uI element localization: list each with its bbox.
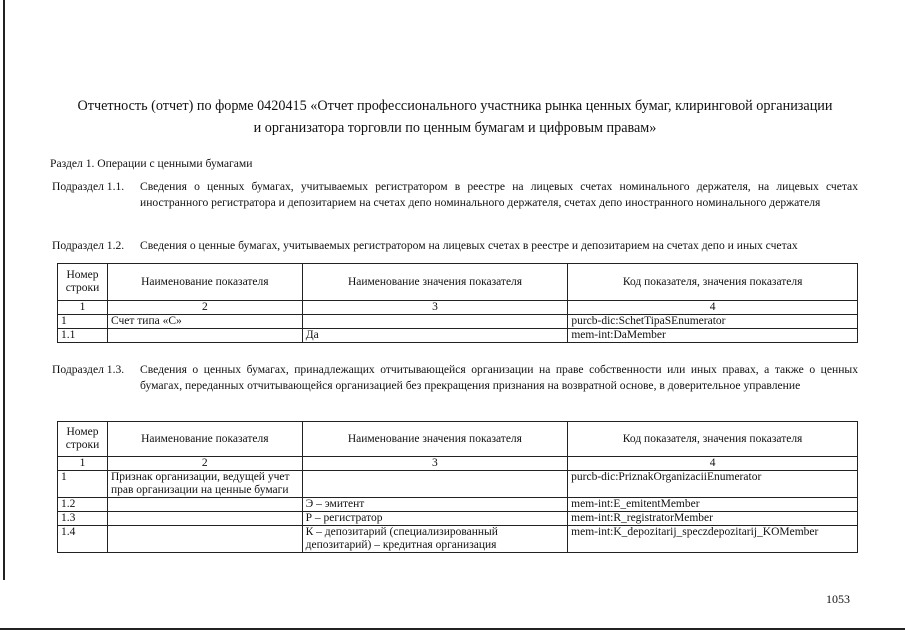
subsection-1-2-text: Сведения о ценные бумагах, учитываемых регистратором на лицевых счетах в реестре и депозитарием на счетах депо и иных счетах [140, 239, 798, 252]
row-value: Да [302, 329, 568, 343]
table-2-column-numbers [58, 457, 858, 471]
row-number: 1.1 [58, 329, 108, 343]
row-name [107, 498, 302, 512]
header-row-number: Номер строки [58, 264, 108, 301]
row-value [302, 315, 568, 329]
table-row [58, 471, 858, 498]
row-name [107, 526, 302, 553]
page-number: 1053 [826, 592, 850, 606]
row-name [107, 329, 302, 343]
header-row-number: Номер строки [58, 422, 108, 457]
row-code: mem-int:K_depozitarij_speczdepozitarij_KOMember [568, 526, 858, 553]
scan-bottom-edge [0, 628, 905, 630]
row-number: 1.3 [58, 512, 108, 526]
table-2 [57, 421, 858, 553]
row-number: 1 [58, 471, 108, 498]
table-row [58, 498, 858, 512]
table-1 [57, 263, 858, 343]
row-value: Э – эмитент [302, 498, 568, 512]
table-row [58, 315, 858, 329]
column-number: 4 [568, 457, 858, 471]
row-number: 1.2 [58, 498, 108, 512]
row-number: 1 [58, 315, 108, 329]
row-code: mem-int:R_registratorMember [568, 512, 858, 526]
row-number: 1.4 [58, 526, 108, 553]
header-code: Код показателя, значения показателя [568, 422, 858, 457]
header-indicator-name: Наименование показателя [107, 264, 302, 301]
table-1-column-numbers [58, 301, 858, 315]
section-1-heading: Раздел 1. Операции с ценными бумагами [50, 157, 253, 170]
row-name: Признак организации, ведущей учет прав организации на ценные бумаги [107, 471, 302, 498]
subsection-1-2 [52, 238, 858, 254]
subsection-1-3-text: Сведения о ценных бумагах, принадлежащих отчитывающейся организации на праве собственности или иных правах, а также о ценных бумагах, переданных отчитывающейся организацией без прекращения признания на возвратной основе, в доверительное управление [140, 363, 858, 392]
row-value [302, 471, 568, 498]
row-code: mem-int:DaMember [568, 329, 858, 343]
row-name: Счет типа «С» [107, 315, 302, 329]
row-name [107, 512, 302, 526]
column-number: 3 [302, 457, 568, 471]
table-row [58, 512, 858, 526]
title-line-2: и организатора торговли по ценным бумагам и цифровым правам» [253, 120, 657, 136]
row-code: mem-int:E_emitentMember [568, 498, 858, 512]
title-line-1: Отчетность (отчет) по форме 0420415 «Отчет профессионального участника рынка ценных бумаг, клиринговой организации [77, 98, 833, 114]
subsection-1-3-number: Подраздел 1.3. [52, 363, 125, 376]
subsection-1-3 [52, 362, 858, 394]
subsection-1-2-number: Подраздел 1.2. [52, 239, 125, 252]
column-number: 1 [58, 301, 108, 315]
subsection-1-1-text: Сведения о ценных бумагах, учитываемых регистратором в реестре на лицевых счетах номинального держателя, на лицевых счетах иностранного регистратора и депозитарием на счетах депо номинального держателя, счетах депо иностранного номинального держателя [140, 180, 858, 209]
column-number: 4 [568, 301, 858, 315]
table-row [58, 526, 858, 553]
header-indicator-name: Наименование показателя [107, 422, 302, 457]
header-code: Код показателя, значения показателя [568, 264, 858, 301]
row-value: Р – регистратор [302, 512, 568, 526]
table-2-header-row [58, 422, 858, 457]
row-code: purcb-dic:PriznakOrganizaciiEnumerator [568, 471, 858, 498]
document-title [40, 95, 870, 139]
header-value-name: Наименование значения показателя [302, 422, 568, 457]
scan-left-edge [3, 0, 5, 580]
table-1-header-row [58, 264, 858, 301]
column-number: 1 [58, 457, 108, 471]
subsection-1-1-number: Подраздел 1.1. [52, 180, 125, 193]
column-number: 2 [107, 457, 302, 471]
table-row [58, 329, 858, 343]
column-number: 2 [107, 301, 302, 315]
column-number: 3 [302, 301, 568, 315]
row-value: К – депозитарий (специализированный депозитарий) – кредитная организация [302, 526, 568, 553]
subsection-1-1 [52, 179, 858, 211]
header-value-name: Наименование значения показателя [302, 264, 568, 301]
row-code: purcb-dic:SchetTipaSEnumerator [568, 315, 858, 329]
